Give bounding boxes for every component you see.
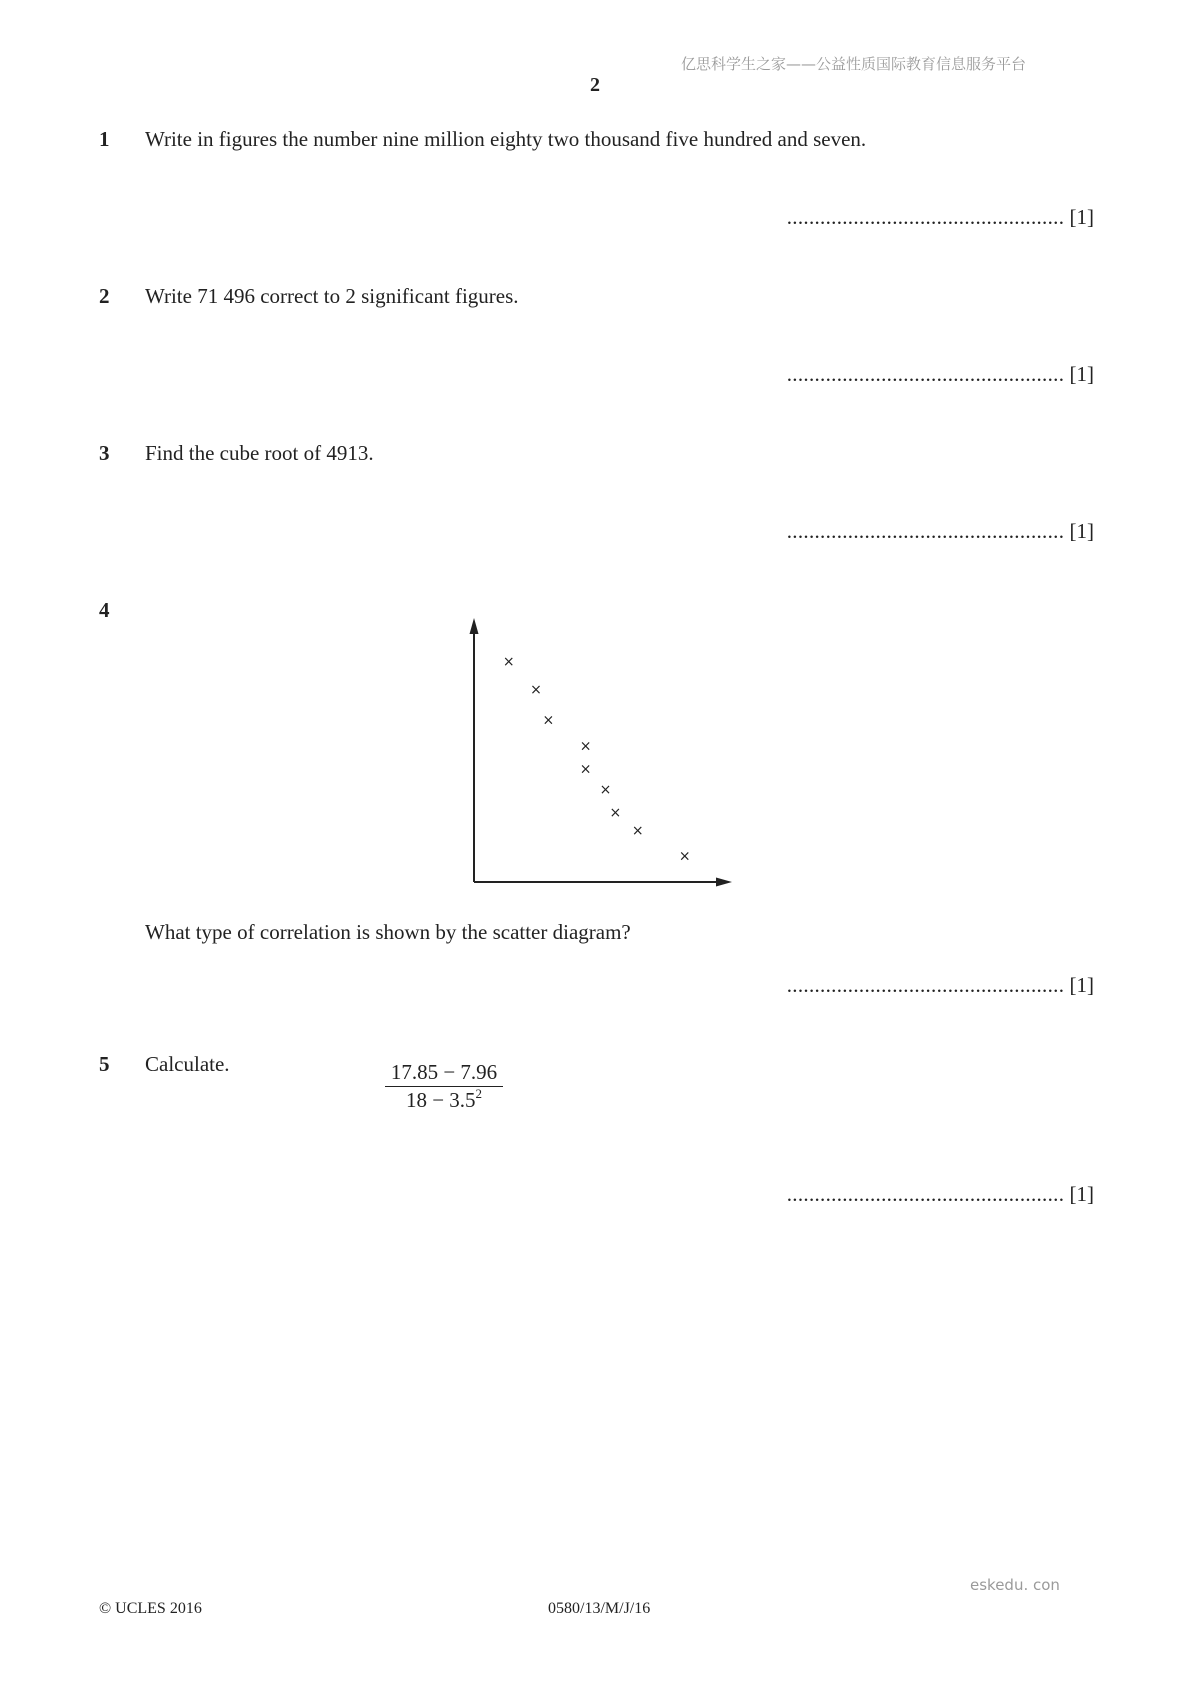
scatter-point-7: × [609, 804, 622, 821]
question-2-answer-line[interactable] [787, 362, 1094, 387]
question-1-number: 1 [99, 127, 110, 151]
question-4-answer-line[interactable] [787, 973, 1094, 998]
question-2-text: Write 71 496 correct to 2 significant figures. [145, 284, 519, 308]
answer-dots: .................................................. [786, 519, 1065, 543]
header-watermark: 亿思科学生之家——公益性质国际教育信息服务平台 [681, 55, 1027, 73]
question-2-number: 2 [99, 284, 110, 308]
denominator-base: 18 − 3.5 [405, 1088, 476, 1112]
scatter-point-8: × [631, 822, 644, 839]
scatter-point-1: × [502, 653, 515, 670]
question-5-text: Calculate. [145, 1052, 230, 1076]
question-5-number: 5 [99, 1052, 110, 1076]
page-number: 2 [590, 74, 600, 96]
calculation-fraction [385, 1060, 503, 1113]
question-3-answer-line[interactable] [787, 519, 1094, 544]
footer-paper-code: 0580/13/M/J/16 [548, 1600, 651, 1617]
question-5-marks: [1] [1069, 1182, 1094, 1206]
scatter-points [503, 654, 691, 865]
scatter-point-3: × [542, 712, 555, 729]
answer-dots: .................................................. [786, 973, 1065, 997]
question-4-marks: [1] [1069, 973, 1094, 997]
answer-dots: .................................................. [786, 205, 1065, 229]
answer-dots: .................................................. [786, 1182, 1065, 1206]
question-5-answer-line[interactable] [787, 1182, 1094, 1207]
denominator-exponent: 2 [475, 1086, 483, 1101]
fraction-denominator [385, 1087, 503, 1113]
scatter-diagram [460, 610, 740, 890]
fraction-numerator: 17.85 − 7.96 [385, 1060, 503, 1087]
x-axis-arrow [716, 878, 732, 887]
scatter-point-6: × [599, 781, 612, 798]
scatter-point-5: × [579, 761, 592, 778]
footer-copyright: © UCLES 2016 [99, 1600, 202, 1617]
footer-watermark: eskedu. con [970, 1576, 1060, 1594]
scatter-point-4: × [579, 738, 592, 755]
y-axis-arrow [470, 618, 479, 634]
question-3-text: Find the cube root of 4913. [145, 441, 374, 465]
answer-dots: .................................................. [786, 362, 1065, 386]
question-4-text: What type of correlation is shown by the scatter diagram? [145, 920, 631, 944]
question-1-answer-line[interactable] [787, 205, 1094, 230]
question-3-marks: [1] [1069, 519, 1094, 543]
question-1-text: Write in figures the number nine million eighty two thousand five hundred and seven. [145, 127, 867, 151]
scatter-point-9: × [678, 848, 691, 865]
question-4-number: 4 [99, 598, 110, 622]
question-2-marks: [1] [1069, 362, 1094, 386]
scatter-point-2: × [530, 682, 542, 698]
question-3-number: 3 [99, 441, 110, 465]
question-1-marks: [1] [1069, 205, 1094, 229]
